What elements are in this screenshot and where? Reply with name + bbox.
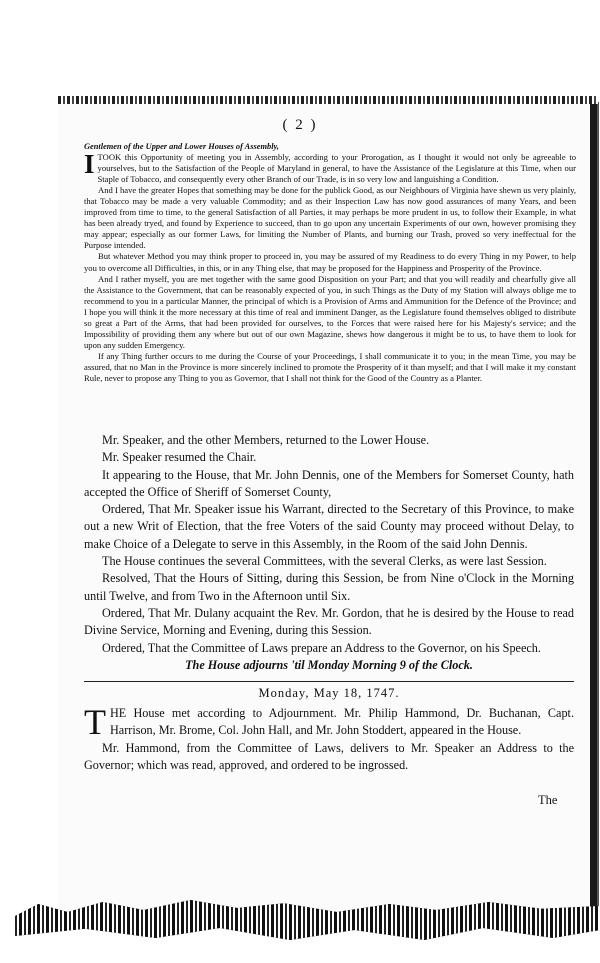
catchword: The — [538, 793, 558, 807]
adjournment-line: The House adjourns 'til Monday Morning 9 of the Clock. — [185, 657, 473, 672]
session-date: Monday, May 18, 1747. — [258, 686, 400, 700]
speech-paragraph: But whatever Method you may think proper to proceed in, you may be assured of my Readiness to do every Thing in my Power, to help you to overcome all Difficulties, in this, or in any Thing else, that may be proposed for the Happiness and Prosperity of the Province. — [84, 251, 576, 273]
speech-paragraph: If any Thing further occurs to me during the Course of your Proceedings, I shall communicate it to you; in the mean Time, you may be assured, that no Man in the Province is more sincerely inclined to promote the Prosperity of it than myself; and that I will make it my constant Rule, never to propose any Thing to you as Governor, that I shall not think for the Good of the Country as a Planter. — [84, 350, 576, 383]
speech-paragraph: ITOOK this Opportunity of meeting you in Assembly, according to your Prorogation, as I thought it would not only be agreeable to yourselves, but to the Satisfaction of the People of Maryland in general, to have the Assistance of the Legislature at this Time, when our Staple of Tobacco, and consequently every other Branch of our Trade, is in so very low and languishing a Condition. — [84, 149, 576, 185]
speech-paragraph: And I have the greater Hopes that something may be done for the publick Good, as our Neighbours of Virginia have shewn us very plainly, that Tobacco may be made a very valuable Commodity; and as their Inspection Law has now good assurances of many Years, and been improved from time to time, to the general Satisfaction of all Parties, it may perhaps be more prudent in us, to follow their Example, in what has been already tryed, and found by Experience to succeed, than to go upon any uncertain Experiments of our own, however promising they may appear; especially as our former Laws, for limiting the Number of Plants, and burning our Trash, proved so very ineffectual for the Purpose intended. — [84, 185, 576, 251]
journal-paragraph: Resolved, That the Hours of Sitting, during this Session, be from Nine o'Clock in the Morning until Twelve, and from Two in the Afternoon until Six. — [84, 571, 574, 603]
journal-paragraph: Ordered, That the Committee of Laws prepare an Address to the Governor, on his Speech. — [102, 640, 541, 655]
journal-paragraph: Ordered, That Mr. Speaker issue his Warrant, directed to the Secretary of this Province, to make out a new Writ of Election, that the free Voters of the said County may proceed without Delay, to make Choice of a Delegate to serve in this Assembly, in the Room of the said John Dennis. — [84, 502, 574, 551]
speech-paragraph: And I rather myself, you are met together with the same good Disposition on your Part; and that you will readily and chearfully give all the Assistance to the Government, that can be reasonably expected of you, in such Things as the Duty of my Station will always oblige me to recommend to you in a particular Manner, the principal of which is a Provision of Arms and Ammunition for the Defence of the Province; and I hope you will think it the more necessary at this time of real and imminent Danger, as the Legislature found themselves obliged to distribute so great a Part of the Arms, that had been provided for ourselves, to the Forces that were raised here for his Majesty's service; and the Impossibility of providing them any where but out of our own Magazine, shews how dangerous it might be to us, to have them to look for upon any sudden Emergency. — [84, 273, 576, 350]
journal-paragraph: It appearing to the House, that Mr. John Dennis, one of the Members for Somerset County, hath accepted the Office of Sheriff of Somerset County, — [84, 467, 574, 499]
drop-cap: T — [84, 702, 106, 742]
drop-cap: I — [84, 149, 95, 180]
journal-paragraph: Mr. Speaker, and the other Members, returned to the Lower House. — [102, 433, 430, 447]
journal-paragraph: The House continues the several Committees, with the several Clerks, as were last Session. — [102, 554, 547, 569]
governor-speech — [84, 141, 576, 384]
session-paragraph: THE House met according to Adjournment. Mr. Philip Hammond, Dr. Buchanan, Capt. Harrison, Mr. Brome, Col. John Hall, and Mr. John Stoddert, appeared in the House. — [84, 702, 574, 742]
page-number: ( 2 ) — [282, 117, 318, 133]
journal-paragraph: Mr. Speaker resumed the Chair. — [102, 450, 257, 465]
session-entries — [84, 702, 574, 774]
journal-entries — [84, 432, 574, 678]
page-border — [58, 96, 598, 104]
session-paragraph: Mr. Hammond, from the Committee of Laws, delivers to Mr. Speaker an Address to the Governor; which was read, approved, and ordered to be ingrossed. — [84, 740, 574, 772]
section-divider — [84, 681, 574, 682]
speech-heading: Gentlemen of the Upper and Lower Houses of Assembly, — [84, 142, 280, 151]
journal-paragraph: Ordered, That Mr. Dulany acquaint the Rev. Mr. Gordon, that he is desired by the House to read Divine Service, Morning and Evening, during this Session. — [84, 605, 574, 638]
